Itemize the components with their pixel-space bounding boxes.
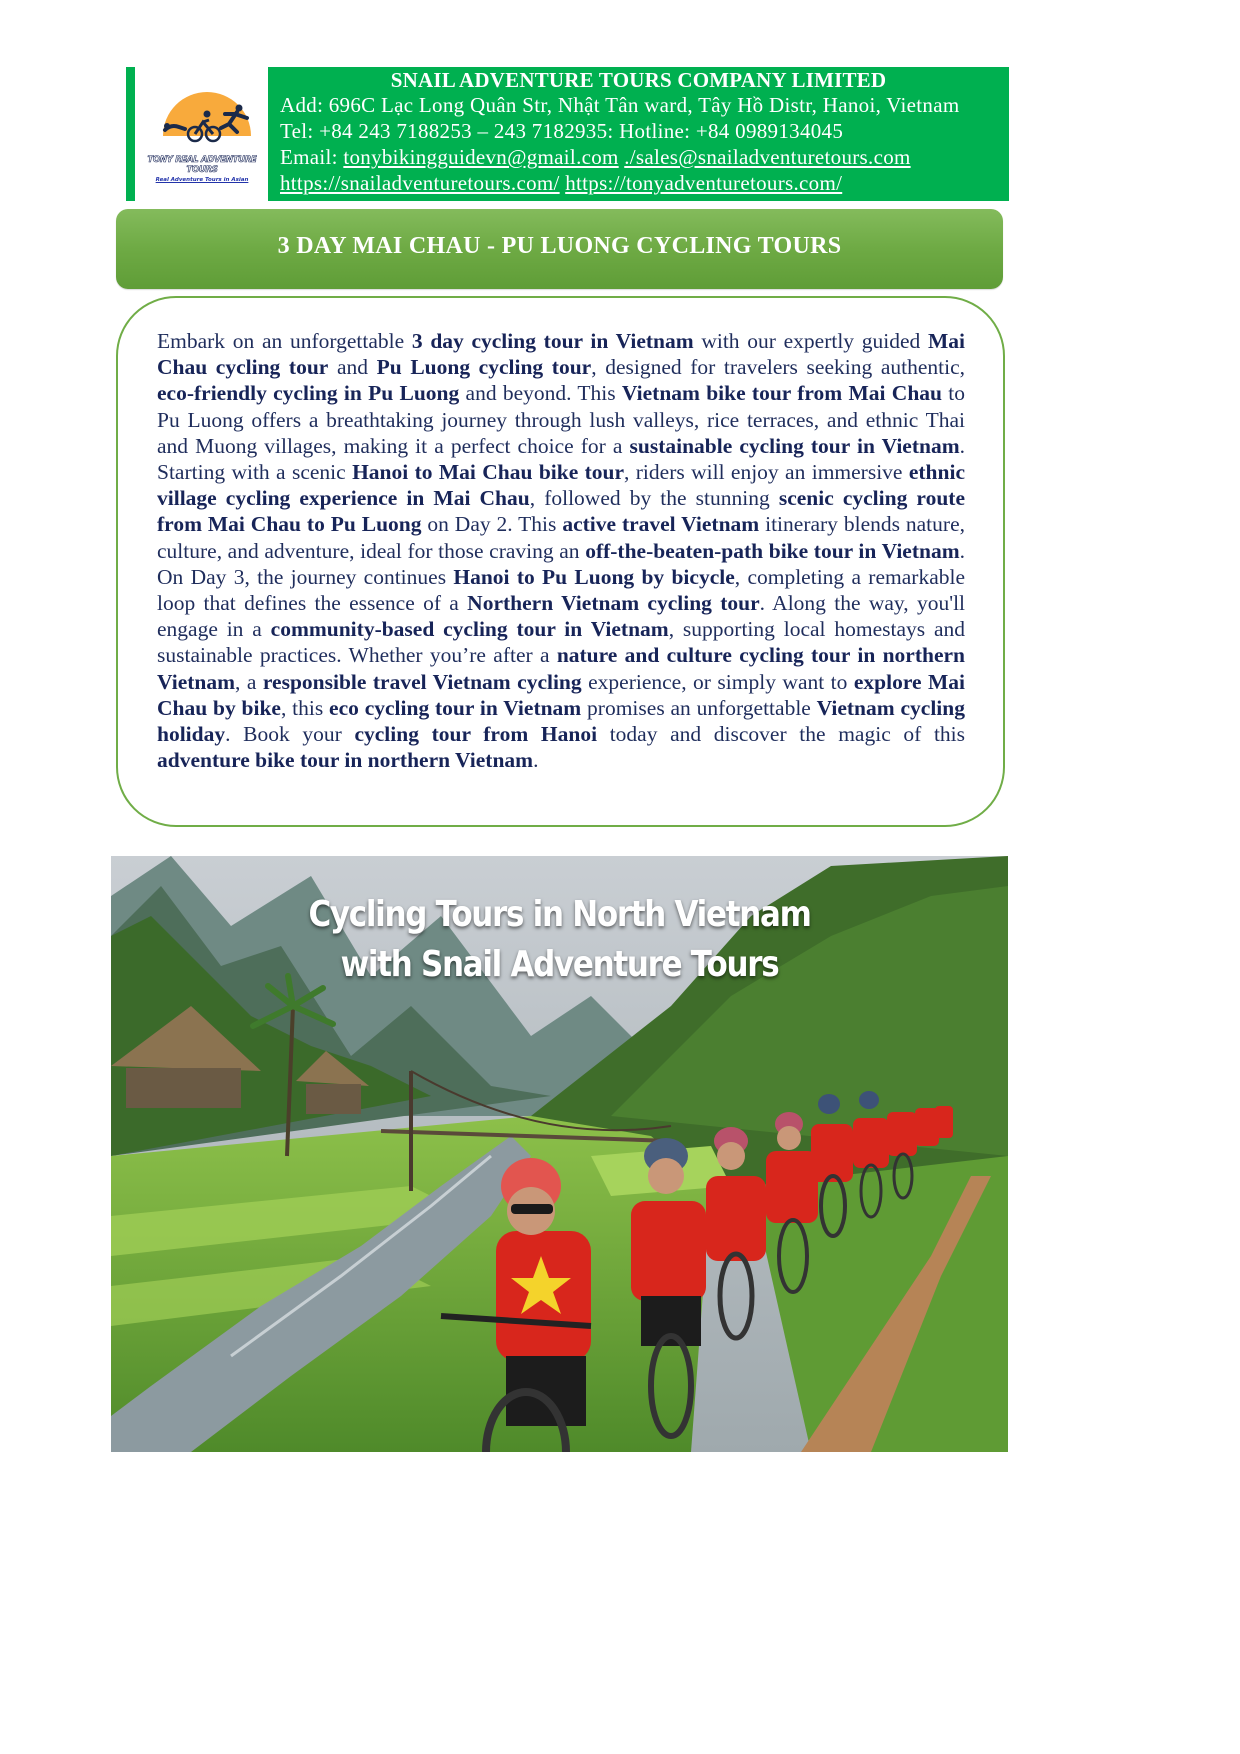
description-text-run: . Book your xyxy=(225,722,355,747)
logo-tagline: Real Adventure Tours in Asian xyxy=(155,177,249,183)
keyword-highlight: Hanoi to Pu Luong by bicycle xyxy=(453,564,735,589)
company-phone: Tel: +84 243 7188253 – 243 7182935: Hotline: +84 0989134045 xyxy=(280,119,844,143)
keyword-highlight: eco cycling tour in Vietnam xyxy=(329,695,582,720)
description-text-run: . xyxy=(533,748,539,773)
description-text-run: , supporting local homestays and sustainable practices. Whether you’re after a xyxy=(157,617,965,668)
photo-title-overlay xyxy=(174,890,945,990)
description-text-run: . Along the way, you'll engage in a xyxy=(157,591,965,642)
description-text-run: and xyxy=(328,355,377,380)
description-text-run: , designed for travelers seeking authentic, xyxy=(591,355,965,380)
company-header xyxy=(126,67,1009,201)
description-text-run: Embark on an unforgettable xyxy=(157,329,412,353)
keyword-highlight: Hanoi to Mai Chau bike tour xyxy=(352,460,625,485)
company-email-line xyxy=(280,145,911,170)
email-link-tonybiking[interactable]: tonybikingguidevn@gmail.com xyxy=(343,145,619,169)
keyword-highlight: Mai Chau cycling tour xyxy=(157,329,965,380)
description-text-run: with our expertly guided xyxy=(693,329,928,353)
keyword-highlight: scenic cycling route from Mai Chau to Pu Luong xyxy=(157,486,965,537)
company-name: SNAIL ADVENTURE TOURS COMPANY LIMITED xyxy=(390,68,887,92)
tour-title-banner xyxy=(116,209,1003,289)
description-text-run: , this xyxy=(280,695,330,720)
keyword-highlight: responsible travel Vietnam cycling xyxy=(262,669,582,694)
keyword-highlight: sustainable cycling tour in Vietnam xyxy=(629,433,960,458)
description-text-run: , completing a remarkable loop that defines the essence of a xyxy=(157,564,965,616)
tour-description-text xyxy=(157,328,965,792)
description-text-run: promises an unforgettable xyxy=(581,695,817,720)
website-link-snail[interactable]: https://snailadventuretours.com/ xyxy=(280,171,560,195)
keyword-highlight: community-based cycling tour in Vietnam xyxy=(270,617,669,642)
description-text-run: itinerary blends nature, culture, and adventure, ideal for those craving an xyxy=(157,512,965,563)
keyword-highlight: active travel Vietnam xyxy=(562,512,760,537)
company-logo xyxy=(135,67,268,201)
description-text-run: . Starting with a scenic xyxy=(157,433,965,485)
keyword-highlight: Vietnam cycling holiday xyxy=(157,695,965,747)
keyword-highlight: nature and culture cycling tour in northern Vietnam xyxy=(157,643,965,694)
description-text-run: to Pu Luong offers a breathtaking journey through lush valleys, rice terraces, and ethnic Thai and Muong villages, making it a perfect choice for a xyxy=(157,381,965,458)
keyword-highlight: Northern Vietnam cycling tour xyxy=(467,591,760,616)
keyword-highlight: Vietnam bike tour from Mai Chau xyxy=(621,381,942,406)
description-text-run: , a xyxy=(235,669,263,694)
description-text-run: on Day 2. This xyxy=(421,512,563,537)
keyword-highlight: adventure bike tour in northern Vietnam xyxy=(157,748,534,773)
keyword-highlight: explore Mai Chau by bike xyxy=(157,669,965,720)
description-text-run: , riders will enjoy an immersive xyxy=(624,460,909,485)
keyword-highlight: 3 day cycling tour in Vietnam xyxy=(411,329,694,353)
description-text-run: . On Day 3, the journey continues xyxy=(157,538,965,589)
tour-description-card xyxy=(116,296,1005,827)
triathlon-sun-logo-icon xyxy=(159,84,255,148)
photo-title-line-2: with Snail Adventure Tours xyxy=(340,944,779,985)
description-text-run: , followed by the stunning xyxy=(529,486,779,511)
company-address: Add: 696C Lạc Long Quân Str, Nhật Tân ward, Tây Hồ Distr, Hanoi, Vietnam xyxy=(280,93,960,117)
description-text-run: and beyond. This xyxy=(459,381,622,406)
keyword-highlight: off-the-beaten-path bike tour in Vietnam xyxy=(585,538,960,563)
photo-title-line-1: Cycling Tours in North Vietnam xyxy=(308,894,811,935)
website-link-tony[interactable]: https://tonyadventuretours.com/ xyxy=(565,171,843,195)
logo-accent-strip xyxy=(126,67,135,201)
email-label: Email: xyxy=(280,145,344,169)
keyword-highlight: Pu Luong cycling tour xyxy=(376,355,592,380)
description-text-run: experience, or simply want to xyxy=(581,669,854,694)
hero-photo xyxy=(111,856,1008,1452)
keyword-highlight: cycling tour from Hanoi xyxy=(354,722,598,747)
tour-title: 3 DAY MAI CHAU - PU LUONG CYCLING TOURS xyxy=(277,233,842,259)
company-websites-line xyxy=(280,171,842,196)
email-link-sales[interactable]: ./sales@snailadventuretours.com xyxy=(624,145,911,169)
logo-wordmark: TONY REAL ADVENTURE TOURS xyxy=(147,155,257,175)
keyword-highlight: eco-friendly cycling in Pu Luong xyxy=(157,381,460,406)
description-text-run: today and discover the magic of this xyxy=(597,722,965,747)
keyword-highlight: ethnic village cycling experience in Mai Chau xyxy=(157,460,965,511)
company-contact-info xyxy=(268,67,1009,201)
